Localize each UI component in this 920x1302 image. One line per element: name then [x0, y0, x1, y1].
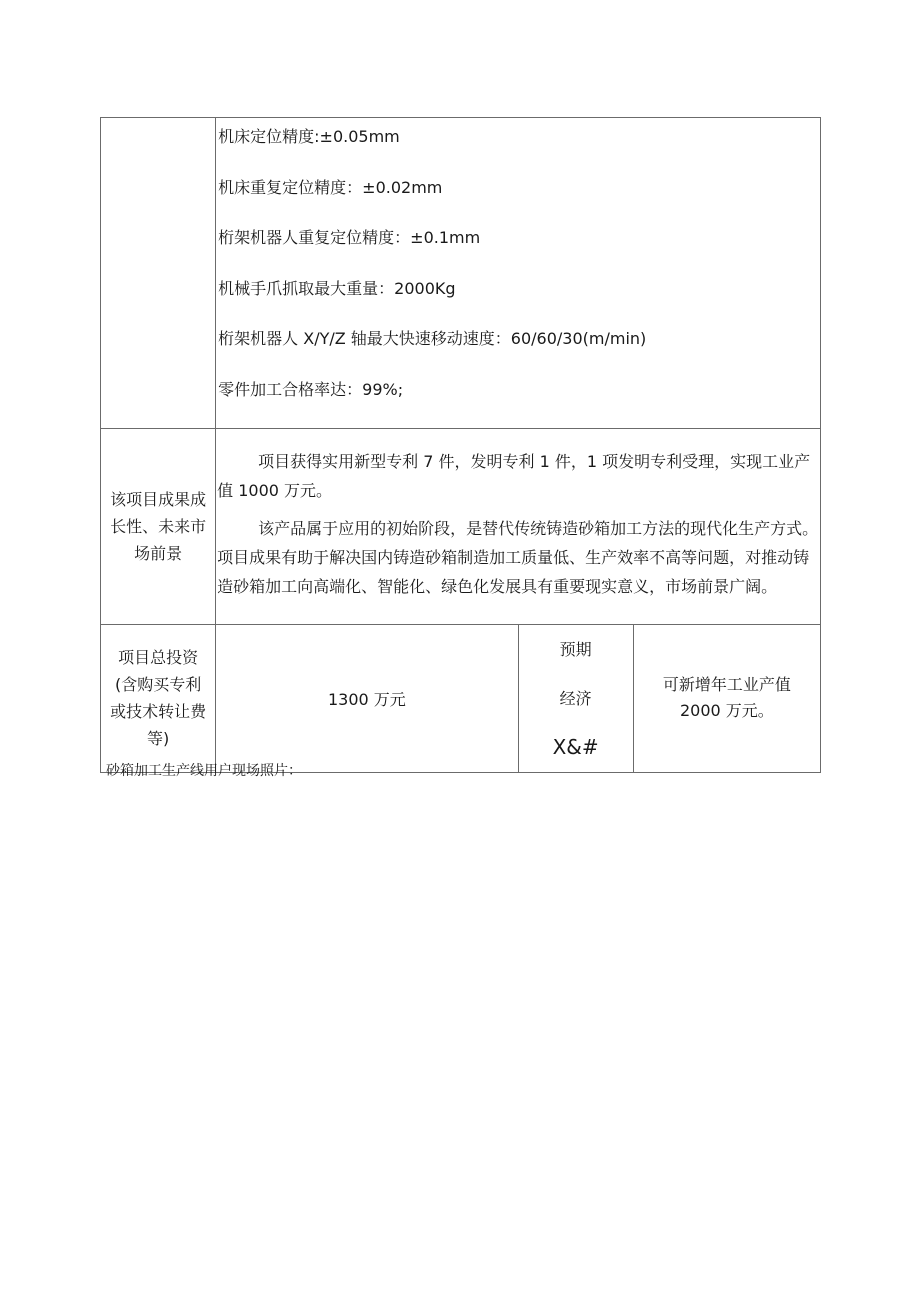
- growth-label-line: 长性、未来市: [110, 516, 207, 536]
- growth-label-line: 该项目成果成: [110, 489, 207, 509]
- spec-line: 机床重复定位精度：±0.02mm: [218, 177, 443, 197]
- expected-value-line: 可新增年工业产值: [662, 675, 791, 695]
- investment-amount-cell: [216, 624, 518, 772]
- investment-label-line: 或技术转让费: [110, 702, 207, 722]
- specs-row: [101, 118, 821, 429]
- growth-paragraph: 该产品属于应用的初始阶段，是替代传统铸造砂箱加工方法的现代化生产方式。项目成果有助于解决国内铸造砂箱制造加工质量低、生产效率不高等问题，对推动铸造砂箱加工向高端化、智能化、绿色化发展具有重要现实意义，市场前景广阔。: [217, 518, 819, 596]
- investment-label-line: 等): [146, 729, 170, 749]
- growth-row: [101, 428, 821, 624]
- growth-label-cell: [101, 428, 216, 624]
- spec-line: 桁架机器人重复定位精度：±0.1mm: [218, 228, 481, 248]
- spec-line: 机床定位精度:±0.05mm: [218, 127, 400, 146]
- project-info-table: [100, 117, 821, 773]
- growth-label-line: 场前景: [134, 543, 183, 563]
- specs-cell: [216, 118, 821, 429]
- spec-line: 桁架机器人 X/Y/Z 轴最大快速移动速度：60/60/30(m/min): [218, 329, 647, 349]
- spec-line: 零件加工合格率达：99%;: [218, 379, 404, 399]
- expected-value-cell: [633, 624, 820, 772]
- spec-line: 机械手爪抓取最大重量：2000Kg: [218, 278, 456, 298]
- investment-label-line: (含购买专利: [114, 675, 202, 695]
- investment-amount: 1300 万元: [327, 689, 406, 709]
- expected-label-line: 经济: [559, 688, 592, 708]
- growth-content-cell: [216, 428, 821, 624]
- spec-list: [216, 118, 820, 428]
- expected-label-line: 预期: [559, 639, 592, 659]
- expected-label-line: X&#: [552, 734, 599, 759]
- expected-value-line: 2000 万元。: [679, 701, 774, 721]
- investment-row: [101, 624, 821, 772]
- growth-paragraph: 项目获得实用新型专利 7 件，发明专利 1 件，1 项发明专利受理，实现工业产值 1000 万元。: [217, 451, 811, 500]
- expected-label-cell: [518, 624, 633, 772]
- specs-label-cell: [101, 118, 216, 429]
- photo-caption: 砂箱加工生产线用户现场照片：: [106, 763, 302, 779]
- investment-label-line: 项目总投资: [118, 648, 199, 668]
- investment-label-cell: [101, 624, 216, 772]
